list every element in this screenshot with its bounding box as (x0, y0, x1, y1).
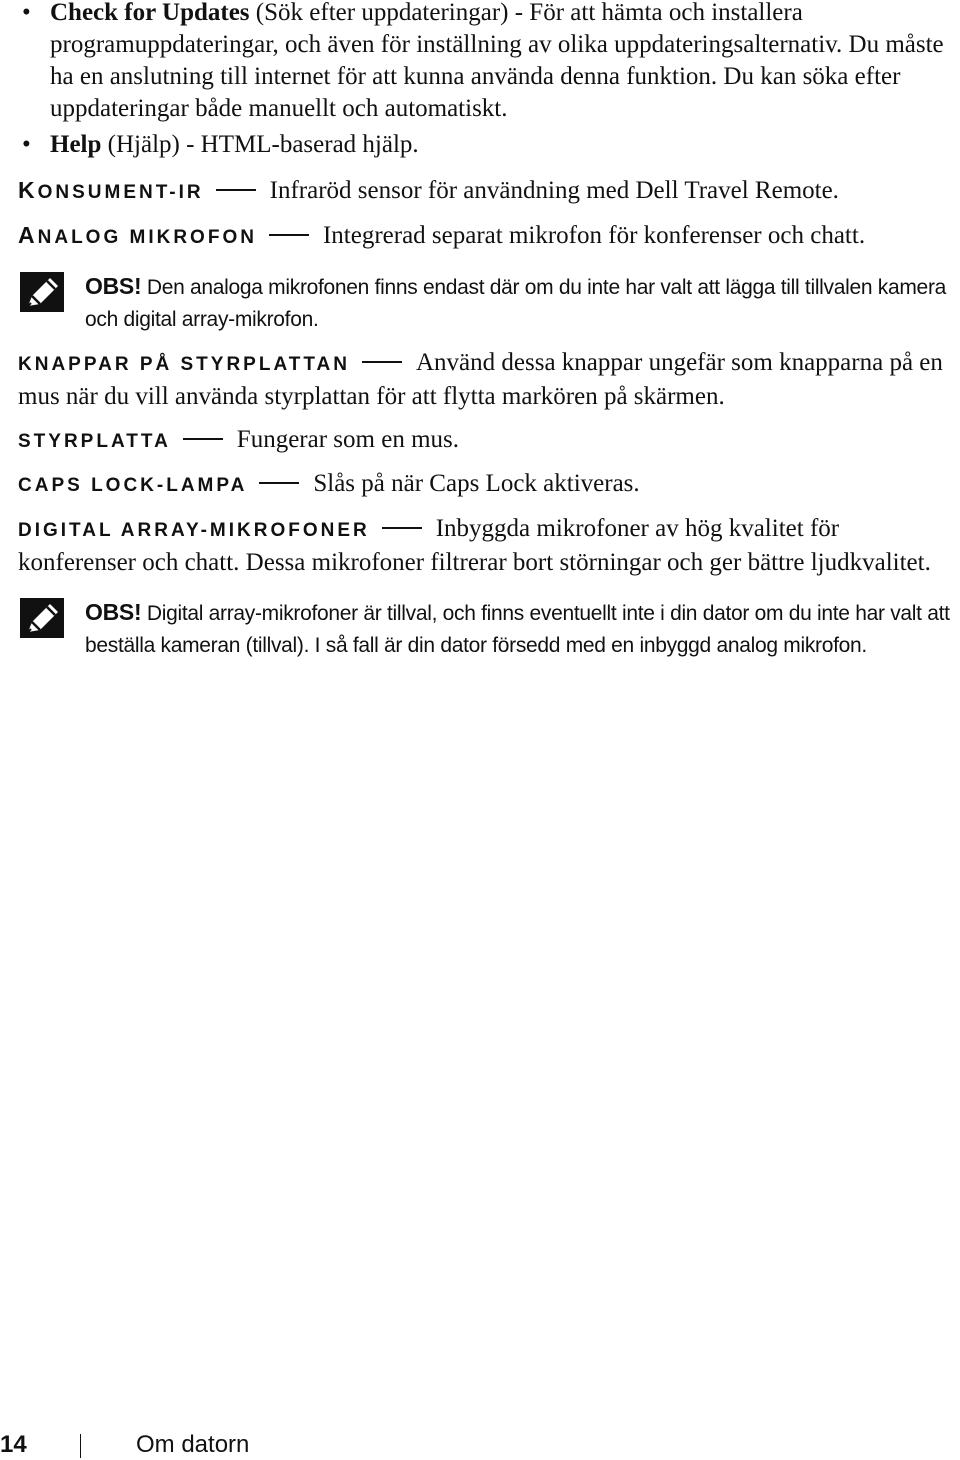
page-footer (0, 1430, 960, 1460)
em-dash (216, 189, 256, 191)
section-title: Om datorn (136, 1431, 250, 1458)
footer-divider (80, 1434, 81, 1458)
em-dash (362, 361, 402, 363)
bullet-list (18, 0, 948, 165)
em-dash (382, 527, 422, 529)
term-rest: ONSUMENT-IR (37, 182, 204, 203)
note-body: Digital array-mikrofoner är tillval, och finns eventuellt inte i din dator om du inte har valt att beställa kameran (tillval). I så fall är din dator försedd med en inbyggd analog mikrofon. (85, 602, 950, 657)
term-rest: NALOG MIKROFON (37, 227, 257, 248)
term-rest: STYRPLATTA (18, 431, 171, 452)
definition-term (18, 354, 350, 375)
note-label: OBS! (85, 599, 142, 625)
bullet-text: (Sök efter uppdateringar) - För att hämta och installera programuppdateringar, och även för inställning av olika uppdateringsalternativ. Du måste ha en anslutning till internet för att kunna använda denna funktion. Du kan söka efter uppdateringar både manuellt och automatiskt. (50, 0, 944, 122)
term-initial: K (18, 177, 38, 203)
note-pencil-icon (20, 598, 64, 638)
term-initial: A (18, 222, 38, 248)
definition-text: Använd dessa knappar ungefär som knapparna på en mus när du vill använda styrplattan för att flytta markören på skärmen. (18, 349, 943, 410)
definition-caps-lock-lampa (18, 468, 953, 502)
definition-term (18, 520, 370, 541)
definition-term (18, 475, 247, 496)
em-dash (259, 482, 299, 484)
definition-text: Fungerar som en mus. (236, 426, 459, 453)
definition-text: Infraröd sensor för användning med Dell Travel Remote. (269, 177, 839, 204)
note-body: Den analoga mikrofonen finns endast där om du inte har valt att lägga till tillvalen kamera och digital array-mikrofon. (85, 276, 947, 331)
note-text (85, 596, 960, 662)
note-digital-array-mikrofoner (18, 596, 960, 662)
definition-digital-array-mikrofoner (18, 513, 953, 579)
note-text (85, 270, 960, 336)
term-rest: CAPS LOCK-LAMPA (18, 475, 248, 496)
note-label: OBS! (85, 273, 142, 299)
bullet-dot: • (22, 131, 31, 158)
em-dash (183, 438, 223, 440)
definition-term (18, 222, 257, 248)
bullet-term: Check for Updates (50, 0, 250, 26)
bullet-text: (Hjälp) - HTML-baserad hjälp. (101, 131, 419, 158)
definition-analog-mikrofon (18, 219, 953, 254)
definition-knappar-pa-styrplattan (18, 347, 953, 413)
note-analog-mikrofon (18, 270, 960, 336)
term-rest: DIGITAL ARRAY-MIKROFONER (18, 520, 370, 541)
list-item (18, 0, 948, 125)
note-pencil-icon (20, 272, 64, 312)
em-dash (269, 234, 309, 236)
definition-term (18, 177, 204, 203)
definition-styrplatta (18, 424, 953, 458)
bullet-term: Help (50, 131, 102, 158)
definition-text: Slås på när Caps Lock aktiveras. (313, 470, 640, 497)
bullet-dot: • (22, 0, 31, 26)
page-number: 14 (0, 1431, 27, 1458)
definition-konsument-ir (18, 174, 953, 209)
definition-text: Integrerad separat mikrofon för konferenser och chatt. (322, 222, 866, 249)
term-rest: KNAPPAR PÅ STYRPLATTAN (18, 354, 350, 375)
definition-text: Inbyggda mikrofoner av hög kvalitet för konferenser och chatt. Dessa mikrofoner filtrerar bort störningar och ger bättre ljudkvalitet. (18, 515, 931, 576)
list-item (18, 129, 948, 161)
definition-term (18, 431, 171, 452)
